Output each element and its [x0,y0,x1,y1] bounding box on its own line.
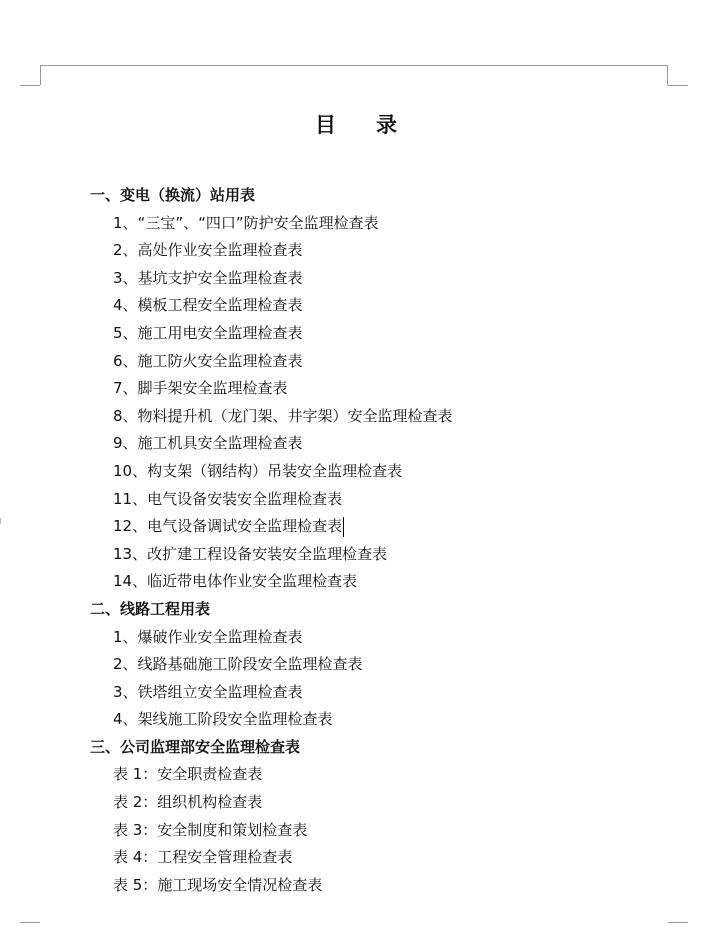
toc-item[interactable]: 7、脚手架安全监理检查表 [113,379,288,398]
toc-item[interactable]: 5、施工用电安全监理检查表 [113,323,303,342]
toc-item[interactable]: 9、施工机具安全监理检查表 [113,434,303,453]
toc-item[interactable]: 表 1：安全职责检查表 [113,765,263,784]
toc-item[interactable]: 3、铁塔组立安全监理检查表 [113,682,303,701]
text-cursor [343,517,344,537]
toc-item[interactable]: 表 4：工程安全管理检查表 [113,848,293,867]
toc-item[interactable]: 4、模板工程安全监理检查表 [113,296,303,315]
toc-item[interactable]: 表 3：安全制度和策划检查表 [113,820,308,839]
toc-item[interactable]: 表 2：组织机构检查表 [113,793,263,812]
page-corner-mark-bottom-right [668,922,688,923]
toc-item[interactable]: 2、线路基础施工阶段安全监理检查表 [113,655,363,674]
toc-item[interactable]: 1、爆破作业安全监理检查表 [113,627,303,646]
toc-item[interactable]: 8、物料提升机（龙门架、井字架）安全监理检查表 [113,406,453,425]
section-heading[interactable]: 三、公司监理部安全监理检查表 [90,737,301,756]
page-corner-mark-top-right [667,65,688,85]
page-corner-mark-top-left [20,65,41,85]
page-title-char-2: 录 [376,113,397,137]
page-corner-mark-bottom-left [20,922,40,923]
toc-item[interactable]: 4、架线施工阶段安全监理检查表 [113,710,333,729]
toc-item[interactable]: 11、电气设备安装安全监理检查表 [113,489,343,508]
toc-item[interactable]: 3、基坑支护安全监理检查表 [113,268,303,287]
page-title [0,110,712,140]
toc-item-text[interactable]: 12、电气设备调试安全监理检查表 [113,517,343,536]
toc-item[interactable]: 13、改扩建工程设备安装安全监理检查表 [113,544,388,563]
toc-item[interactable]: 1、“三宝”、“四口”防护安全监理检查表 [113,213,379,232]
page-corner-mark-top-right-h [668,85,688,86]
toc-item[interactable]: 6、施工防火安全监理检查表 [113,351,303,370]
page-title-char-1: 目 [315,113,336,137]
toc-item[interactable]: 14、临近带电体作业安全监理检查表 [113,572,358,591]
toc-item[interactable]: 2、高处作业安全监理检查表 [113,241,303,260]
toc-item-with-cursor[interactable] [0,513,712,541]
toc-item[interactable]: 10、构支架（钢结构）吊装安全监理检查表 [113,461,403,480]
page-top-border [40,65,668,66]
section-heading[interactable]: 二、线路工程用表 [90,599,211,618]
page-corner-mark-top-left-h [20,85,40,86]
section-heading[interactable]: 一、变电（换流）站用表 [90,186,256,204]
table-of-contents [0,182,712,899]
toc-item[interactable]: 表 5：施工现场安全情况检查表 [113,875,323,894]
